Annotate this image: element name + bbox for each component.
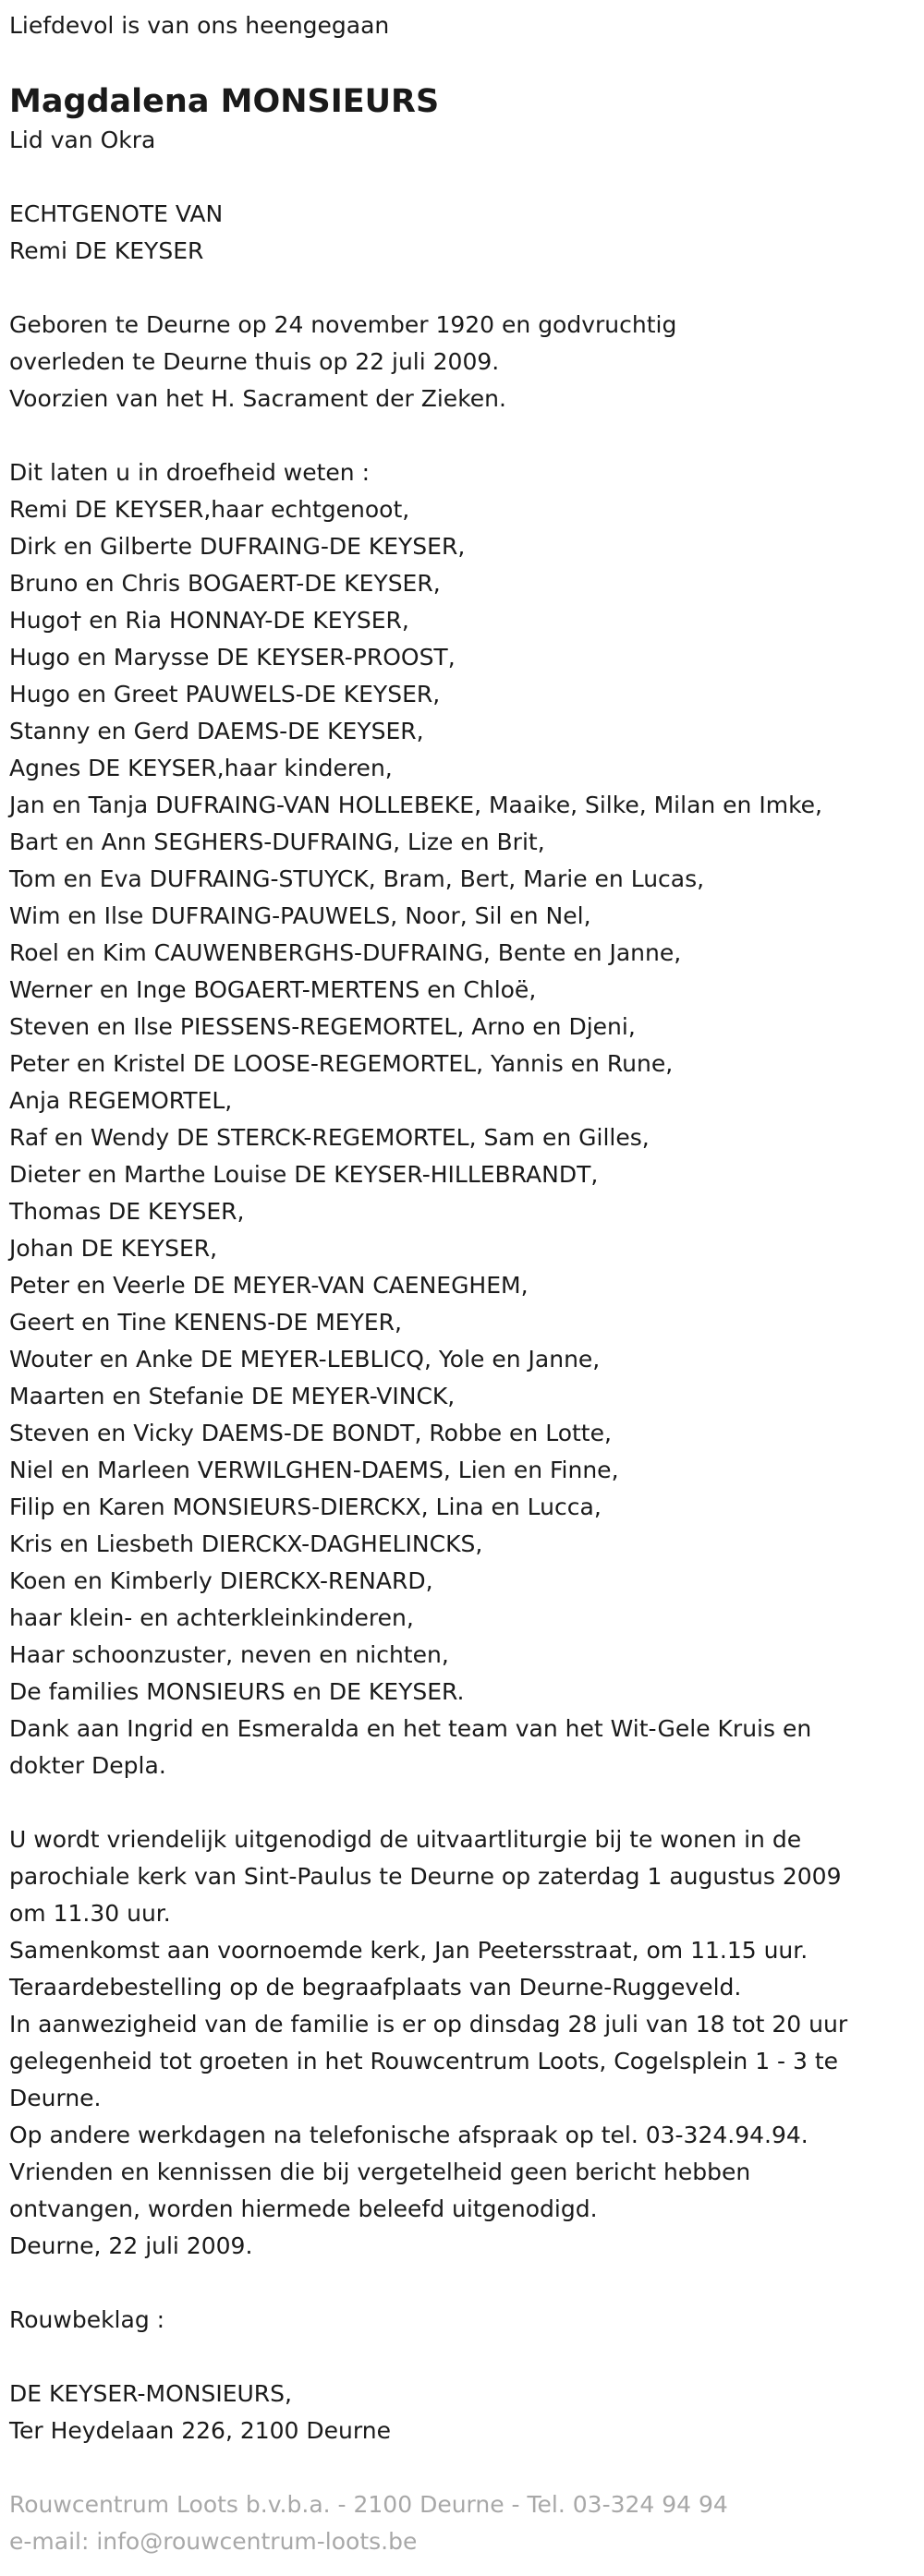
family-member-line: De families MONSIEURS en DE KEYSER. — [9, 1678, 465, 1705]
intro-text: Liefdevol is van ons heengegaan — [9, 12, 390, 39]
family-member-line: Johan DE KEYSER, — [9, 1235, 218, 1262]
family-section — [9, 454, 915, 1784]
family-member-line: Niel en Marleen VERWILGHEN-DAEMS, Lien en Finne, — [9, 1457, 619, 1483]
family-member-line: Peter en Kristel DE LOOSE-REGEMORTEL, Yannis en Rune, — [9, 1050, 674, 1077]
spouse-label: ECHTGENOTE VAN — [9, 200, 224, 227]
family-member-line: haar klein- en achterkleinkinderen, — [9, 1604, 414, 1631]
family-member-line: Dieter en Marthe Louise DE KEYSER-HILLEBRANDT, — [9, 1161, 599, 1188]
spacer — [9, 417, 915, 454]
family-member-line: Dank aan Ingrid en Esmeralda en het team van het Wit-Gele Kruis en — [9, 1715, 812, 1742]
family-member-line: Stanny en Gerd DAEMS-DE KEYSER, — [9, 718, 424, 744]
family-member-line: Bruno en Chris BOGAERT-DE KEYSER, — [9, 570, 441, 597]
footer — [9, 2486, 915, 2560]
spacer — [9, 2449, 915, 2486]
family-member-line: Thomas DE KEYSER, — [9, 1198, 245, 1225]
family-member-line: Anja REGEMORTEL, — [9, 1087, 233, 1114]
family-list — [9, 491, 915, 1784]
spouse-name: Remi DE KEYSER — [9, 237, 204, 264]
spacer — [9, 1784, 915, 1821]
condolences-address: Ter Heydelaan 226, 2100 Deurne — [9, 2417, 391, 2444]
family-member-line: Steven en Ilse PIESSENS-REGEMORTEL, Arno en Djeni, — [9, 1013, 636, 1040]
birth-death-line: Geboren te Deurne op 24 november 1920 en godvruchtig — [9, 311, 677, 338]
funeral-info-line: In aanwezigheid van de familie is er op dinsdag 28 juli van 18 tot 20 uur — [9, 2011, 848, 2038]
membership-text: Lid van Okra — [9, 127, 156, 153]
family-member-line: dokter Depla. — [9, 1752, 166, 1779]
birth-death-line: Voorzien van het H. Sacrament der Zieken. — [9, 385, 506, 412]
family-member-line: Hugo† en Ria HONNAY-DE KEYSER, — [9, 607, 409, 634]
family-member-line: Bart en Ann SEGHERS-DUFRAING, Lize en Brit, — [9, 828, 545, 855]
condolences-label: Rouwbeklag : — [9, 2306, 165, 2333]
spacer — [9, 159, 915, 196]
condolences-name: DE KEYSER-MONSIEURS, — [9, 2380, 292, 2407]
family-member-line: Filip en Karen MONSIEURS-DIERCKX, Lina en Lucca, — [9, 1494, 602, 1520]
family-member-line: Maarten en Stefanie DE MEYER-VINCK, — [9, 1383, 456, 1409]
funeral-info-line: Deurne. — [9, 2085, 102, 2111]
spacer — [9, 270, 915, 307]
condolences-section — [9, 2302, 915, 2449]
funeral-section — [9, 1821, 915, 2265]
family-member-line: Kris en Liesbeth DIERCKX-DAGHELINCKS, — [9, 1530, 483, 1557]
funeral-info-line: ontvangen, worden hiermede beleefd uitgenodigd. — [9, 2195, 598, 2222]
funeral-info-line: Vrienden en kennissen die bij vergetelheid geen bericht hebben — [9, 2159, 751, 2185]
family-member-line: Raf en Wendy DE STERCK-REGEMORTEL, Sam en Gilles, — [9, 1124, 650, 1151]
birth-death-section — [9, 307, 915, 417]
family-member-line: Steven en Vicky DAEMS-DE BONDT, Robbe en Lotte, — [9, 1420, 612, 1446]
family-member-line: Tom en Eva DUFRAING-STUYCK, Bram, Bert, Marie en Lucas, — [9, 865, 705, 892]
footer-company: Rouwcentrum Loots b.v.b.a. - 2100 Deurne - Tel. 03-324 94 94 — [9, 2491, 728, 2518]
family-member-line: Koen en Kimberly DIERCKX-RENARD, — [9, 1567, 433, 1594]
deceased-name: Magdalena MONSIEURS — [9, 83, 440, 120]
family-member-line: Remi DE KEYSER,haar echtgenoot, — [9, 496, 410, 523]
family-member-line: Wouter en Anke DE MEYER-LEBLICQ, Yole en Janne, — [9, 1346, 601, 1373]
family-member-line: Hugo en Greet PAUWELS-DE KEYSER, — [9, 681, 441, 707]
family-member-line: Roel en Kim CAUWENBERGHS-DUFRAING, Bente en Janne, — [9, 939, 682, 966]
funeral-info-line: U wordt vriendelijk uitgenodigd de uitvaartliturgie bij te wonen in de — [9, 1826, 802, 1853]
family-member-line: Jan en Tanja DUFRAING-VAN HOLLEBEKE, Maaike, Silke, Milan en Imke, — [9, 792, 822, 818]
family-member-line: Dirk en Gilberte DUFRAING-DE KEYSER, — [9, 533, 466, 560]
family-member-line: Geert en Tine KENENS-DE MEYER, — [9, 1309, 402, 1336]
spacer — [9, 2265, 915, 2302]
family-member-line: Peter en Veerle DE MEYER-VAN CAENEGHEM, — [9, 1272, 529, 1299]
family-member-line: Agnes DE KEYSER,haar kinderen, — [9, 755, 393, 781]
funeral-info-line: Deurne, 22 juli 2009. — [9, 2232, 253, 2259]
family-member-line: Haar schoonzuster, neven en nichten, — [9, 1641, 449, 1668]
funeral-info-line: gelegenheid tot groeten in het Rouwcentrum Loots, Cogelsplein 1 - 3 te — [9, 2048, 839, 2074]
birth-death-line: overleden te Deurne thuis op 22 juli 2009. — [9, 348, 500, 375]
funeral-info-line: parochiale kerk van Sint-Paulus te Deurne op zaterdag 1 augustus 2009 — [9, 1863, 842, 1890]
funeral-info-line: Op andere werkdagen na telefonische afspraak op tel. 03-324.94.94. — [9, 2122, 808, 2148]
family-member-line: Hugo en Marysse DE KEYSER-PROOST, — [9, 644, 456, 671]
family-member-line: Wim en Ilse DUFRAING-PAUWELS, Noor, Sil en Nel, — [9, 902, 591, 929]
funeral-info-line: Samenkomst aan voornoemde kerk, Jan Peetersstraat, om 11.15 uur. — [9, 1937, 808, 1964]
spacer — [9, 2339, 915, 2376]
funeral-info-line: om 11.30 uur. — [9, 1900, 171, 1927]
funeral-info-line: Teraardebestelling op de begraafplaats van Deurne-Ruggeveld. — [9, 1974, 742, 2001]
family-heading: Dit laten u in droefheid weten : — [9, 459, 371, 486]
footer-email[interactable]: e-mail: info@rouwcentrum-loots.be — [9, 2528, 418, 2555]
family-member-line: Werner en Inge BOGAERT-MERTENS en Chloë, — [9, 976, 537, 1003]
